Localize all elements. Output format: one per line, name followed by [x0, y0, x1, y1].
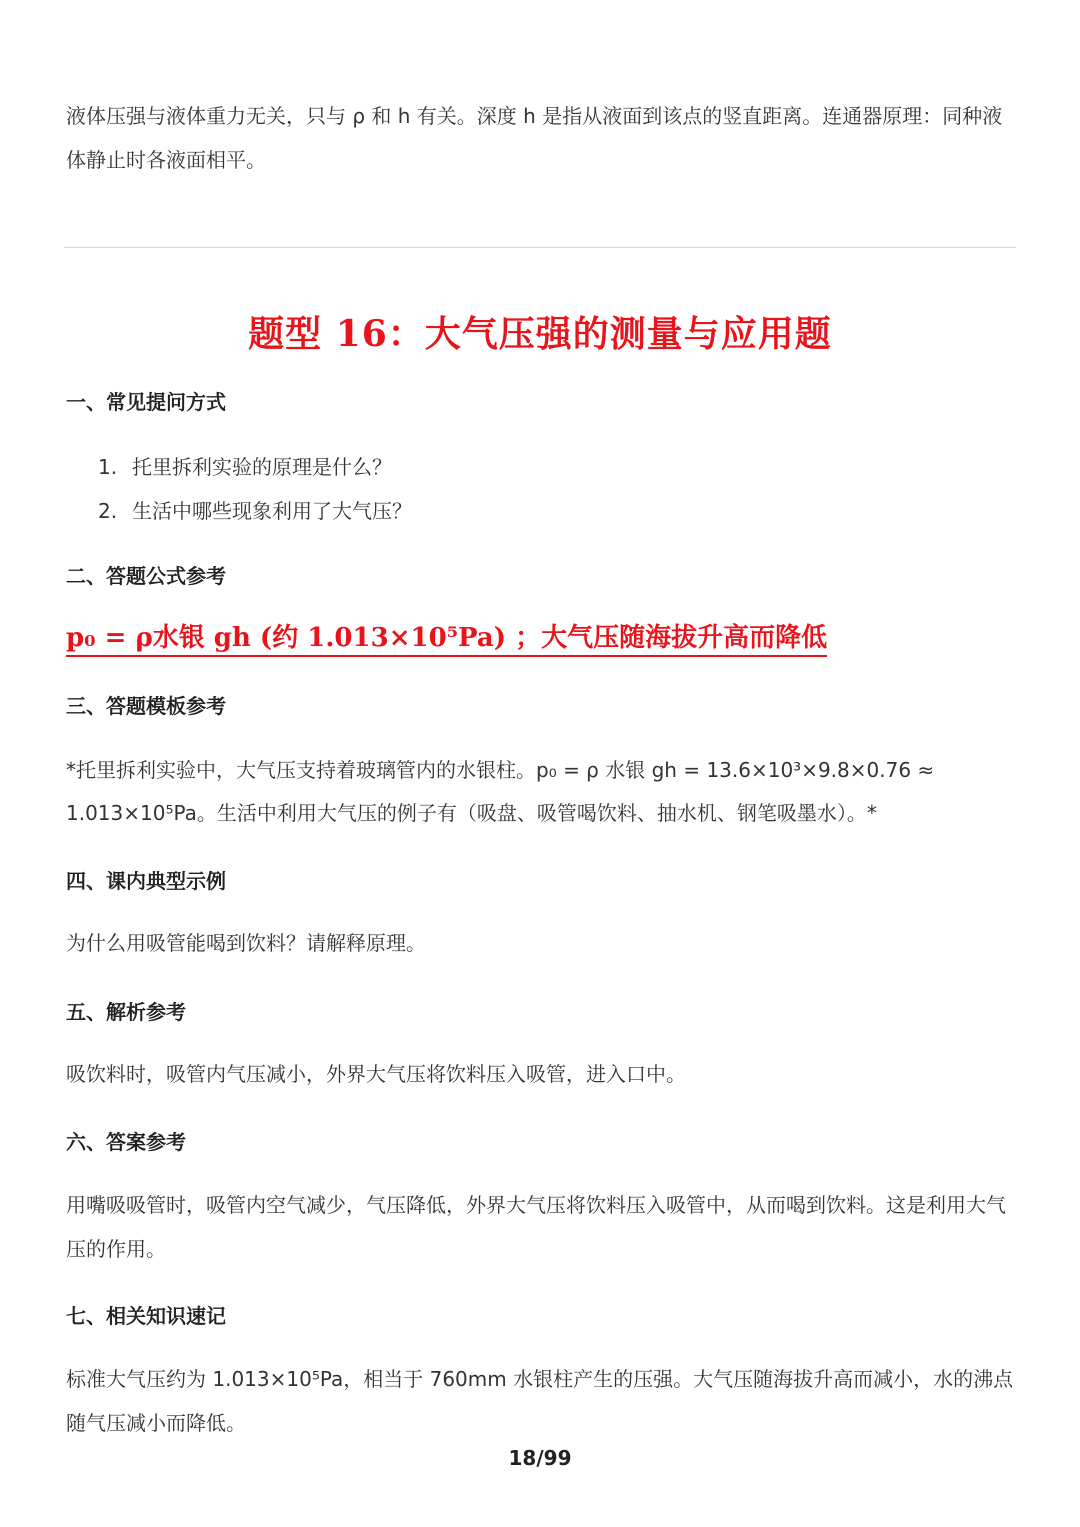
template-line-2: 1.013×10⁵Pa。生活中利用大气压的例子有（吸盘、吸管喝饮料、抽水机、钢笔吸墨水）。*	[66, 801, 877, 825]
heading-formula: 二、答题公式参考	[66, 564, 226, 588]
answer-text: 用嘴吸吸管时，吸管内空气减少，气压降低，外界大气压将饮料压入吸管中，从而喝到饮料。这是利用大气压的作用。	[66, 1193, 1006, 1261]
heading-analysis: 五、解析参考	[66, 1000, 186, 1024]
intro-paragraph: 液体压强与液体重力无关，只与 ρ 和 h 有关。深度 h 是指从液面到该点的竖直距离。连通器原理：同种液体静止时各液面相平。	[66, 104, 1003, 172]
list-item	[98, 495, 412, 524]
template-line-1: *托里拆利实验中，大气压支持着玻璃管内的水银柱。p₀ = ρ 水银 gh = 13.6×10³×9.8×0.76 ≈	[66, 758, 935, 782]
list-item-text: 托里拆利实验的原理是什么？	[132, 455, 392, 479]
analysis-text: 吸饮料时，吸管内气压减小，外界大气压将饮料压入吸管，进入口中。	[66, 1062, 686, 1086]
heading-quick-notes: 七、相关知识速记	[66, 1304, 226, 1328]
section-divider	[64, 247, 1016, 248]
page-title: 题型 16：大气压强的测量与应用题	[248, 313, 832, 355]
heading-template: 三、答题模板参考	[66, 694, 226, 718]
page-number: 18/99	[508, 1446, 572, 1470]
heading-example: 四、课内典型示例	[66, 869, 226, 893]
list-item-text: 生活中哪些现象利用了大气压？	[132, 499, 412, 523]
example-text: 为什么用吸管能喝到饮料？请解释原理。	[66, 931, 426, 955]
list-item-number: 1.	[98, 455, 118, 479]
list-item-number: 2.	[98, 499, 118, 523]
list-item	[98, 451, 392, 480]
quick-notes-text: 标准大气压约为 1.013×10⁵Pa，相当于 760mm 水银柱产生的压强。大气压随海拔升高而减小，水的沸点随气压减小而降低。	[66, 1367, 1014, 1435]
heading-answer: 六、答案参考	[66, 1130, 186, 1154]
formula-line: p₀ = ρ水银 gh (约 1.013×10⁵Pa) ；大气压随海拔升高而降低	[66, 617, 827, 657]
heading-question-types: 一、常见提问方式	[66, 390, 226, 414]
